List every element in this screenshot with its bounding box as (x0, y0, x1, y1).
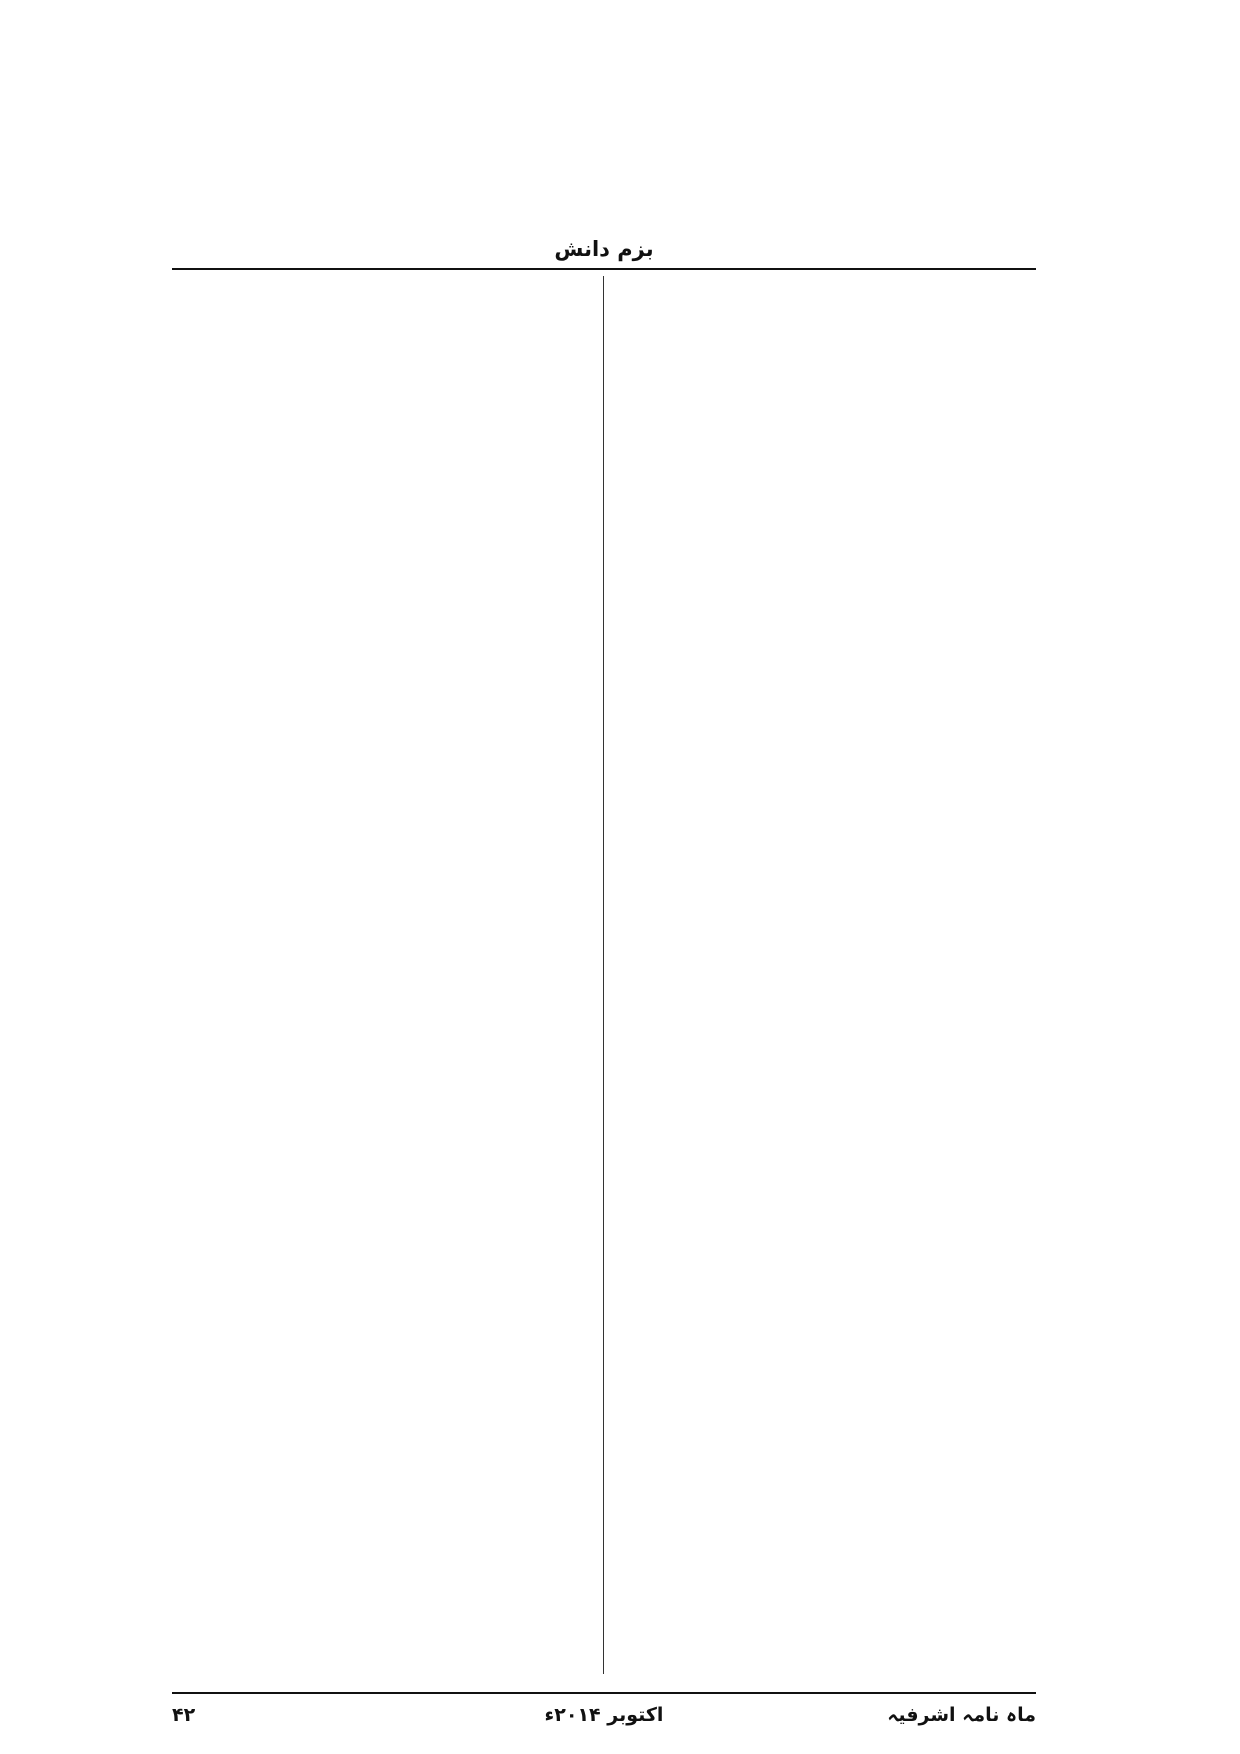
magazine-name: ماہ نامہ اشرفیہ (887, 1704, 1036, 1726)
issue-date: اکتوبر ۲۰۱۴ء (544, 1704, 664, 1726)
section-title: بزم دانش (554, 237, 654, 261)
page-footer (172, 1692, 1036, 1734)
page-number: ۴۲ (172, 1704, 196, 1726)
column-divider (603, 276, 604, 1674)
right-column (624, 276, 1036, 1674)
article-body (172, 276, 1036, 1674)
page-header (172, 236, 1036, 276)
left-column (172, 276, 584, 1674)
header-rule (172, 268, 1036, 270)
footer-rule (172, 1692, 1036, 1694)
